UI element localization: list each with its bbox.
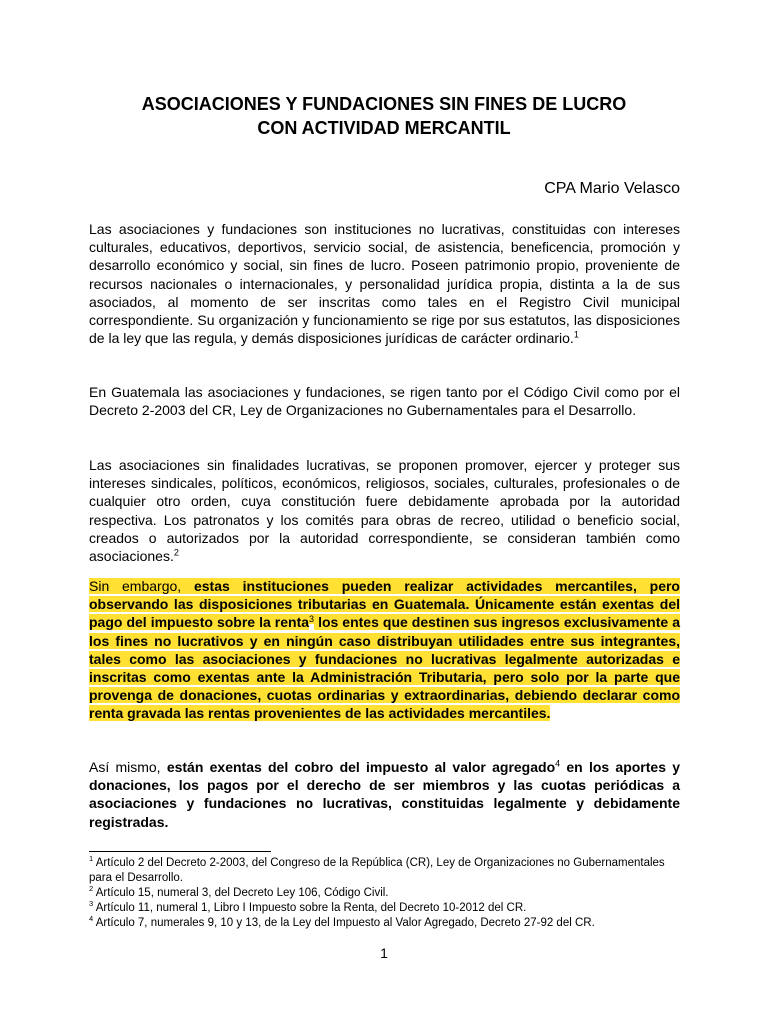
paragraph-5-lead: Así mismo, [89,759,167,775]
footnote-separator [89,851,271,852]
author-name: CPA Mario Velasco [544,180,680,197]
highlight-bold-a: estas instituciones pueden realizar actividades mercantiles, pero observando las disposiciones tributarias en Guatemala. Únicamente están exentas del pago del impuesto sobre la renta [89,578,680,631]
footnote-ref-3: 3 [309,613,315,624]
footnote-2-number: 2 [89,884,94,894]
footnote-3-text: Artículo 11, numeral 1, Libro I Impuesto sobre la Renta, del Decreto 10-2012 del CR. [93,902,527,914]
footnote-1 [89,856,680,886]
footnote-ref-2: 2 [173,547,179,558]
footnote-2-text: Artículo 15, numeral 3, del Decreto Ley 106, Código Civil. [93,887,389,899]
footnote-ref-1: 1 [573,329,579,340]
paragraph-3 [89,456,680,565]
paragraph-3-text: Las asociaciones sin finalidades lucrativas, se proponen promover, ejercer y proteger sus intereses sindicales, políticos, económicos, religiosos, sociales, culturales, profesionales o de cualquier otro orden, cuya constitución fuere debidamente aprobada por la autoridad respectiva. Los patronatos y los comités para obras de recreo, utilidad o beneficio social, creados o autorizados por la autoridad correspondiente, se consideran también como asociaciones. [89,457,680,565]
page-number: 1 [380,945,388,961]
footnote-ref-4: 4 [555,758,561,769]
title-line-2: CON ACTIVIDAD MERCANTIL [257,118,511,138]
paragraph-2-text: En Guatemala las asociaciones y fundaciones, se rigen tanto por el Código Civil como por el Decreto 2-2003 del CR, Ley de Organizaciones no Gubernamentales para el Desarrollo. [89,384,680,419]
document-title [88,92,680,140]
highlight-bold-b: los entes que destinen sus ingresos exclusivamente a los fines no lucrativos y en ningún caso distribuyan utilidades entre sus integrantes, tales como las asociaciones y fundaciones no lucrativas legalmente autorizadas e inscritas como exentas ante la Administración Tributaria, pero solo por la parte que provenga de donaciones, cuotas ordinarias y extraordinarias, debiendo declarar como renta gravada las rentas provenientes de las actividades mercantiles. [89,614,680,722]
footnote-1-number: 1 [89,854,94,864]
paragraph-2 [89,383,680,419]
footnote-4-number: 4 [89,914,94,924]
paragraph-1-text: Las asociaciones y fundaciones son instituciones no lucrativas, constituidas con intereses culturales, educativos, deportivos, servicio social, de asistencia, beneficencia, promoción y desarrollo económico y social, sin fines de lucro. Poseen patrimonio propio, proveniente de recursos nacionales o internacionales, y personalidad jurídica propia, distinta a la de sus asociados, al momento de ser inscritas como tales en el Registro Civil municipal correspondiente. Su organización y funcionamiento se rige por sus estatutos, las disposiciones de la ley que las regula, y demás disposiciones jurídicas de carácter ordinario. [89,221,680,347]
footnote-1-text: Artículo 2 del Decreto 2-2003, del Congreso de la República (CR), Ley de Organizaciones no Gubernamentales para el Desarrollo. [89,857,665,884]
footnotes-section [89,856,680,931]
paragraph-4-highlighted [89,577,680,723]
paragraph-1 [89,220,680,347]
footnote-4 [89,916,680,931]
paragraph-5-bold-a: están exentas del cobro del impuesto al valor agregado [166,759,556,775]
paragraph-5-bold-b: en los aportes y donaciones, los pagos por el derecho de ser miembros y las cuotas periódicas a asociaciones y fundaciones no lucrativas, constituidas legalmente y debidamente registradas. [89,759,680,830]
footnote-2 [89,886,680,901]
paragraph-5 [89,758,680,831]
footnote-3 [89,901,680,916]
footnote-4-text: Artículo 7, numerales 9, 10 y 13, de la Ley del Impuesto al Valor Agregado, Decreto 27-92 del CR. [93,917,595,929]
footnote-3-number: 3 [89,899,94,909]
highlight-lead: Sin embargo, [89,578,194,594]
title-line-1: ASOCIACIONES Y FUNDACIONES SIN FINES DE LUCRO [141,94,627,114]
